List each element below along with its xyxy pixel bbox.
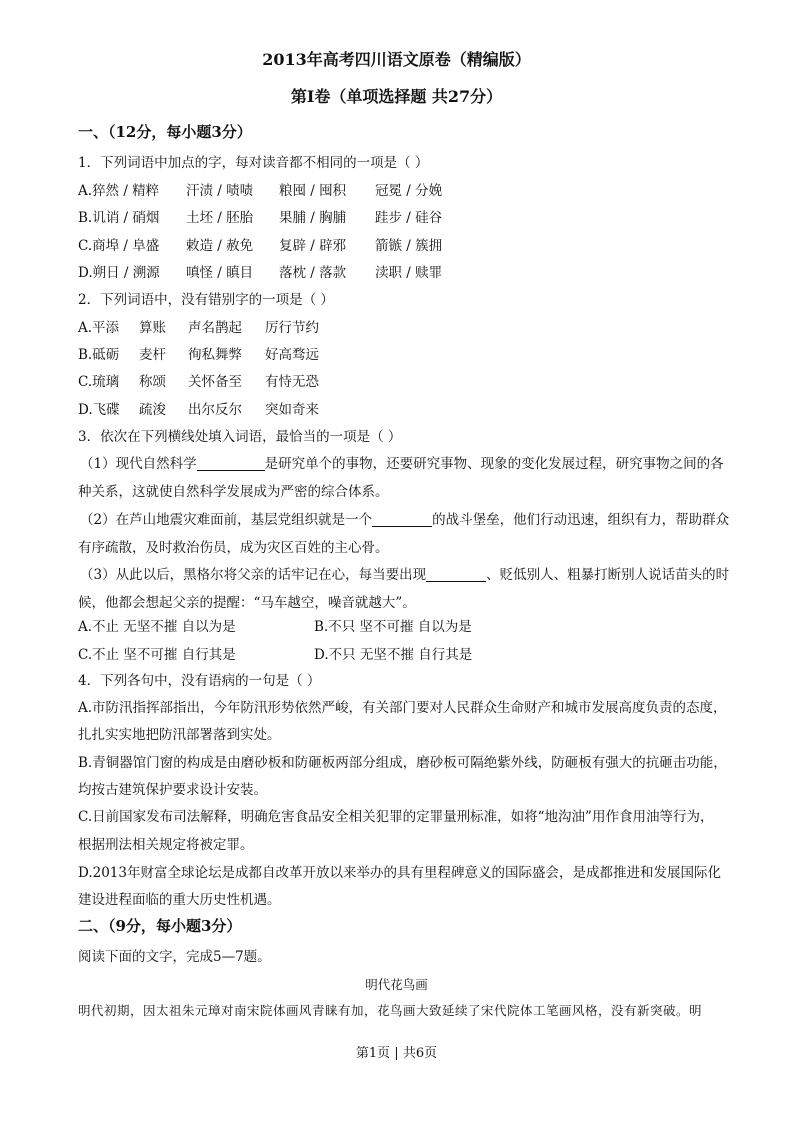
q1-c-group-3: 复辟 / 辟邪 bbox=[279, 238, 347, 254]
q3-s1-part-a: （1）现代自然科学 bbox=[80, 456, 197, 472]
q4-option-a-line-2: 扎扎实实地把防汛部署落到实处。 bbox=[78, 727, 281, 743]
q2-option-c bbox=[78, 370, 758, 388]
q3-options-ab bbox=[78, 615, 758, 633]
q4-option-d-line-1: D.2013年财富全球论坛是成都自改革开放以来举办的具有里程碑意义的国际盛会，是成都推进和发展国际化 bbox=[78, 865, 721, 881]
section-one-heading: 一、（12分，每小题3分） bbox=[78, 123, 252, 141]
q1-a-group-1: A.猝然 / 精粹 bbox=[78, 183, 160, 199]
q3-option-d: D.不只 无坚不摧 自行其是 bbox=[314, 647, 473, 663]
q3-option-b: B.不只 坚不可摧 自以为是 bbox=[314, 619, 472, 635]
article-first-line: 明代初期，因太祖朱元璋对南宋院体画风青睐有加，花鸟画大致延续了宋代院体工笔画风格，没有新突破。明 bbox=[78, 1003, 703, 1018]
q2-option-b bbox=[78, 343, 758, 361]
q1-c-group-1: C.商埠 / 阜盛 bbox=[78, 238, 160, 254]
q1-option-d bbox=[78, 261, 758, 279]
q2-a-word-1: A.平添 bbox=[78, 320, 120, 336]
q3-sentence-1-cont: 种关系，这就使自然科学发展成为严密的综合体系。 bbox=[78, 484, 389, 500]
q3-options-cd bbox=[78, 643, 758, 661]
q1-d-group-1: D.朔日 / 溯源 bbox=[78, 265, 160, 281]
section-two-intro: 阅读下面的文字，完成5—7题。 bbox=[78, 949, 271, 965]
q1-a-group-4: 冠冕 / 分娩 bbox=[375, 183, 443, 199]
q3-sentence-2 bbox=[80, 508, 729, 528]
q2-b-word-1: B.砥砺 bbox=[78, 347, 120, 363]
q3-blank-1 bbox=[197, 457, 265, 472]
q4-option-a-line-1: A.市防汛指挥部指出，今年防汛形势依然严峻，有关部门要对人民群众生命财产和城市发展高度负责的态度， bbox=[78, 700, 727, 716]
q3-sentence-2-cont: 有序疏散，及时救治伤员，成为灾区百姓的主心骨。 bbox=[78, 540, 389, 556]
q2-a-word-2: 算账 bbox=[139, 320, 166, 336]
q1-a-group-2: 汗渍 / 啧啧 bbox=[186, 183, 254, 199]
q3-sentence-1 bbox=[80, 452, 724, 472]
q1-b-group-3: 果脯 / 胸脯 bbox=[279, 210, 347, 226]
q1-d-group-3: 落枕 / 落款 bbox=[279, 265, 347, 281]
q4-option-b-line-2: 均按古建筑保护要求设计安装。 bbox=[78, 782, 267, 798]
q2-c-word-4: 有恃无恐 bbox=[265, 374, 319, 390]
q2-option-d bbox=[78, 398, 758, 416]
q3-sentence-3 bbox=[80, 563, 729, 583]
q2-b-word-2: 麦杆 bbox=[139, 347, 166, 363]
q1-c-group-4: 箭镞 / 簇拥 bbox=[375, 238, 443, 254]
q3-s3-part-b: 、贬低别人、粗暴打断别人说话苗头的时 bbox=[486, 567, 730, 583]
q2-c-word-1: C.琉璃 bbox=[78, 374, 120, 390]
q2-b-word-4: 好高骛远 bbox=[265, 347, 319, 363]
q3-s3-part-a: （3）从此以后，黑格尔将父亲的话牢记在心，每当要出现 bbox=[80, 567, 427, 583]
q1-c-group-2: 敕造 / 赦免 bbox=[186, 238, 254, 254]
q1-b-group-2: 土坯 / 胚胎 bbox=[186, 210, 254, 226]
q2-b-word-3: 徇私舞弊 bbox=[188, 347, 242, 363]
q3-blank-2 bbox=[372, 513, 432, 528]
q3-s1-part-b: 是研究单个的事物，还要研究事物、现象的变化发展过程，研究事物之间的各 bbox=[264, 456, 724, 472]
article-title: 明代花鸟画 bbox=[365, 977, 428, 992]
section-two-heading: 二、（9分，每小题3分） bbox=[78, 917, 242, 935]
q4-option-c-line-1: C.日前国家发布司法解释，明确危害食品安全相关犯罪的定罪量刑标准，如将“地沟油”用作食用油等行为， bbox=[78, 809, 714, 825]
q2-c-word-3: 关怀备至 bbox=[188, 374, 242, 390]
q1-b-group-1: B.讥诮 / 硝烟 bbox=[78, 210, 160, 226]
q1-b-group-4: 跬步 / 硅谷 bbox=[375, 210, 443, 226]
q2-d-word-4: 突如奇来 bbox=[265, 402, 319, 418]
q3-sentence-3-cont: 候，他都会想起父亲的提醒：“马车越空，噪音就越大”。 bbox=[78, 595, 416, 611]
q2-d-word-2: 疏浚 bbox=[139, 402, 166, 418]
question-4-stem: 4．下列各句中，没有语病的一句是（ ） bbox=[78, 673, 321, 689]
q1-option-c bbox=[78, 234, 758, 252]
q2-d-word-1: D.飞碟 bbox=[78, 402, 120, 418]
q3-s2-part-b: 的战斗堡垒，他们行动迅速，组织有力，帮助群众 bbox=[432, 512, 730, 528]
q1-d-group-4: 渎职 / 赎罪 bbox=[375, 265, 443, 281]
q4-option-c-line-2: 根据刑法相关规定将被定罪。 bbox=[78, 837, 254, 853]
q2-a-word-4: 厉行节约 bbox=[265, 320, 319, 336]
q1-d-group-2: 嗔怪 / 瞋目 bbox=[186, 265, 254, 281]
q3-option-c: C.不止 坚不可摧 自行其是 bbox=[78, 647, 236, 663]
question-3-stem: 3．依次在下列横线处填入词语，最恰当的一项是（ ） bbox=[78, 429, 402, 445]
q3-option-a: A.不止 无坚不摧 自以为是 bbox=[78, 619, 236, 635]
document-title: 2013年高考四川语文原卷（精编版） bbox=[262, 50, 531, 69]
question-1-stem: 1．下列词语中加点的字，每对读音都不相同的一项是（ ） bbox=[78, 155, 429, 171]
q1-a-group-3: 粮囤 / 囤积 bbox=[279, 183, 347, 199]
page-footer: 第1页 | 共6页 bbox=[355, 1046, 438, 1061]
q2-option-a bbox=[78, 316, 758, 334]
q4-option-b-line-1: B.青铜器馆门窗的构成是由磨砂板和防砸板两部分组成，磨砂板可隔绝紫外线，防砸板有强大的抗砸击功能， bbox=[78, 755, 727, 771]
q2-a-word-3: 声名鹊起 bbox=[188, 320, 242, 336]
q2-d-word-3: 出尔反尔 bbox=[188, 402, 242, 418]
q1-option-b bbox=[78, 206, 758, 224]
q1-option-a bbox=[78, 179, 758, 197]
q2-c-word-2: 称颂 bbox=[139, 374, 166, 390]
q3-blank-3 bbox=[426, 568, 486, 583]
q3-s2-part-a: （2）在芦山地震灾难面前，基层党组织就是一个 bbox=[80, 512, 373, 528]
document-subtitle: 第Ⅰ卷（单项选择题 共27分） bbox=[290, 87, 503, 106]
q4-option-d-line-2: 建设进程面临的重大历史性机遇。 bbox=[78, 892, 281, 908]
question-2-stem: 2．下列词语中，没有错别字的一项是（ ） bbox=[78, 292, 334, 308]
